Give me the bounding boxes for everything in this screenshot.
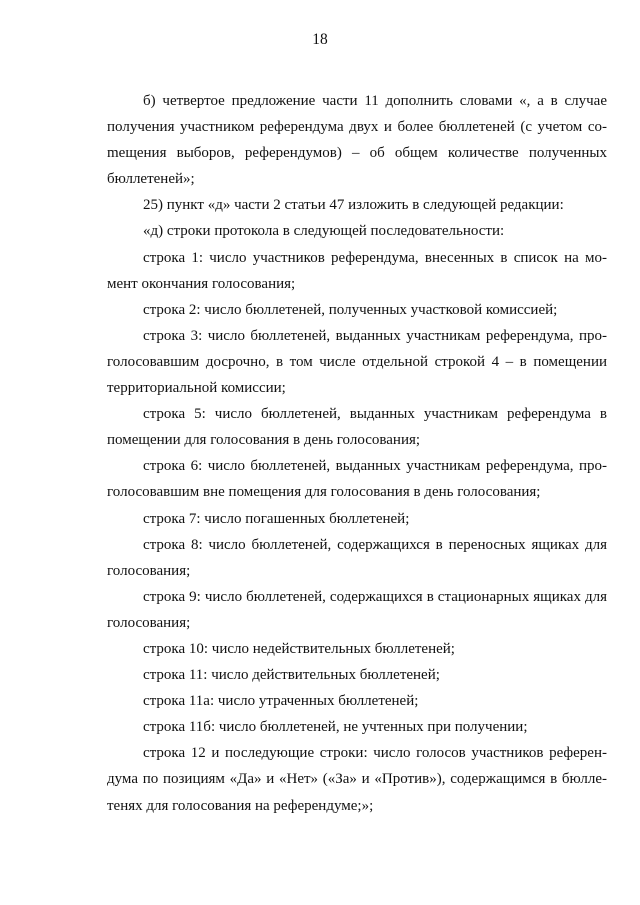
paragraph-item-25: 25) пункт «д» части 2 статьи 47 изложить в следующей редакции: <box>143 197 564 214</box>
paragraph-line-2: строка 2: число бюллетеней, полученных участковой комиссией; <box>143 301 558 318</box>
paragraph-line-8: строка 8: число бюллетеней, содержащихся в переносных ящиках для голосования; <box>107 536 607 579</box>
paragraph-line-3: строка 3: число бюллетеней, выданных участникам референдума, проголосовавшим досрочно, в том числе отдельной строкой 4 – в помещении территориальной комиссии; <box>107 327 607 397</box>
document-body <box>107 88 607 819</box>
page-number: 18 <box>312 31 328 48</box>
paragraph-line-12: строка 12 и последующие строки: число голосов участников референдума по позициям «Да» и «Нет» («За» и «Против»), содержащимся в бюллетенях для голосования на референдуме;»; <box>107 745 607 814</box>
paragraph-line-7: строка 7: число погашенных бюллетеней; <box>143 510 410 527</box>
paragraph-line-11: строка 11: число действительных бюллетеней; <box>143 667 440 684</box>
paragraph-line-10: строка 10: число недействительных бюллетеней; <box>143 640 455 657</box>
paragraph-amendment-b: б) четвертое предложение части 11 дополнить словами «, а в случае получения участником референдума двух и более бюллетеней (с учетом соmещения выборов, референдумов) – об общем количестве полученных бюллетеней»; <box>107 93 607 188</box>
paragraph-line-5: строка 5: число бюллетеней, выданных участникам референдума в помещении для голосования в день голосования; <box>107 406 607 449</box>
paragraph-line-6: строка 6: число бюллетеней, выданных участникам референдума, проголосовавшим вне помещения для голосования в день голосования; <box>107 458 607 501</box>
paragraph-line-9: строка 9: число бюллетеней, содержащихся в стационарных ящиках для голосования; <box>107 588 607 631</box>
paragraph-line-1: строка 1: число участников референдума, внесенных в список на момент окончания голосования; <box>107 249 607 292</box>
paragraph-item-d: «д) строки протокола в следующей последовательности: <box>143 223 505 240</box>
paragraph-line-11a: строка 11а: число утраченных бюллетеней; <box>143 693 419 710</box>
paragraph-line-11b: строка 11б: число бюллетеней, не учтенных при получении; <box>143 719 528 736</box>
